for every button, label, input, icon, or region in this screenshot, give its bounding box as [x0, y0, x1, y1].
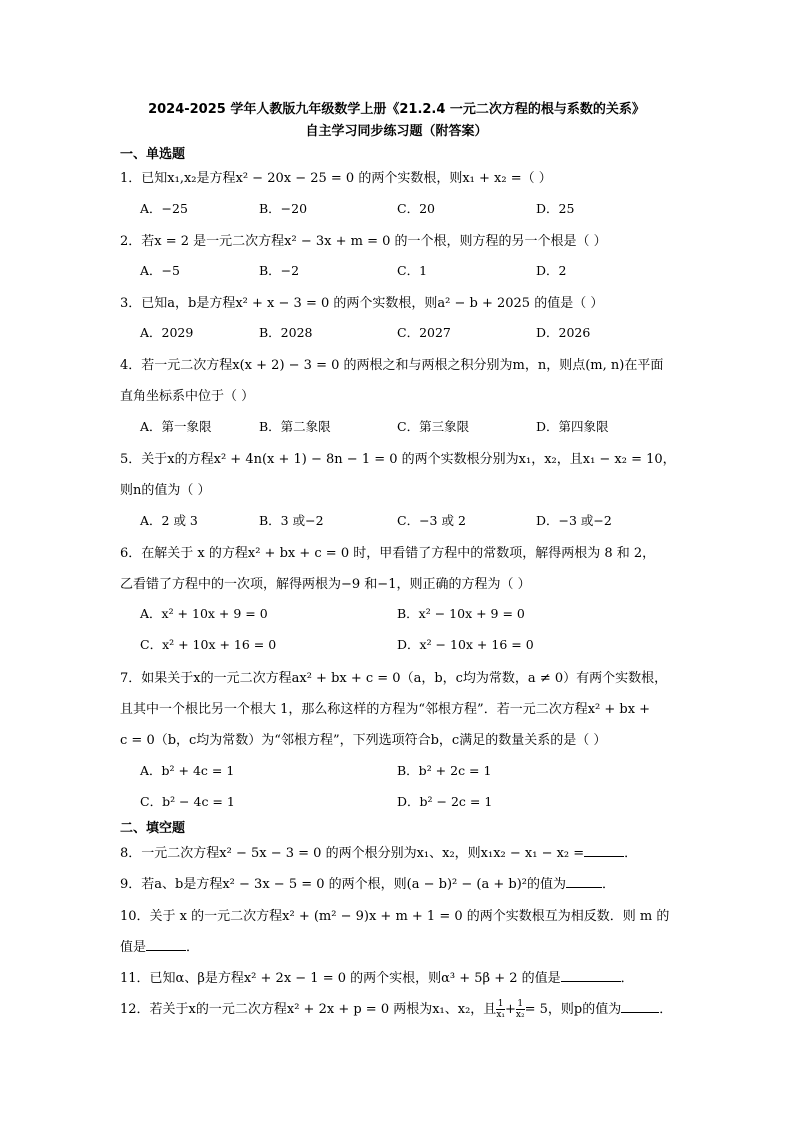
question-number: 12．: [120, 1002, 150, 1017]
question-2: [120, 230, 607, 249]
fraction-numerator: 1: [497, 999, 504, 1009]
question-number: 8．: [120, 846, 142, 861]
question-7-continued-2: c = 0（b，c均为常数）为“邻根方程”，下列选项符合b，c满足的数量关系的是（ ）: [120, 733, 607, 748]
period: ．: [601, 877, 615, 892]
question-3: [120, 292, 603, 311]
fraction-denominator: x₁: [496, 1010, 505, 1020]
question-text: 已知a，b是方程x² + x − 3 = 0 的两个实数根，则a² − b + 2025 的值是（ ）: [141, 296, 604, 311]
answer-blank[interactable]: [621, 1000, 659, 1013]
question-12: [120, 998, 672, 1020]
question-number: 4．: [120, 358, 142, 373]
fraction-numerator: 1: [517, 999, 524, 1009]
option-d: D．2: [536, 263, 567, 278]
question-8: [120, 842, 637, 861]
plus-sign: +: [505, 1002, 516, 1017]
option-b: B．3 或−2: [259, 513, 324, 528]
option-b: B．−2: [259, 263, 300, 278]
question-text: 若a、b是方程x² − 3x − 5 = 0 的两个根，则(a − b)² − (a + b)²的值为: [141, 877, 566, 892]
question-1: [120, 167, 552, 186]
option-b: B．b² + 2c = 1: [397, 763, 492, 778]
question-number: 11．: [120, 971, 150, 986]
question-text: 若关于x的一元二次方程x² + 2x + p = 0 两根为x₁、x₂，且: [149, 1002, 497, 1017]
answer-blank[interactable]: [561, 969, 621, 982]
question-text-after: = 5，则p的值为: [524, 1002, 622, 1017]
page-subtitle: 自主学习同步练习题（附答案）: [305, 124, 488, 139]
option-d: D．−3 或−2: [536, 513, 612, 528]
question-text: 已知x₁,x₂是方程x² − 20x − 25 = 0 的两个实数根，则x₁ + x₂ =（ ）: [141, 171, 552, 186]
question-5: [120, 448, 676, 467]
option-c: C．x² + 10x + 16 = 0: [140, 637, 277, 652]
option-a: A．2 或 3: [140, 513, 198, 528]
option-b: B．x² − 10x + 9 = 0: [397, 606, 525, 621]
question-number: 7．: [120, 671, 142, 686]
question-text: 如果关于x的一元二次方程ax² + bx + c = 0（a，b，c均为常数，a ≠ 0）有两个实数根，: [141, 671, 668, 686]
question-6: [120, 542, 655, 561]
question-number: 6．: [120, 546, 142, 561]
question-number: 3．: [120, 296, 142, 311]
question-6-continued: 乙看错了方程中的一次项，解得两根为−9 和−1，则正确的方程为（ ）: [120, 577, 531, 592]
question-11: [120, 967, 634, 986]
question-number: 2．: [120, 234, 142, 249]
option-d: D．2026: [536, 325, 591, 340]
answer-blank[interactable]: [146, 938, 186, 951]
question-number: 9．: [120, 877, 142, 892]
question-number: 1．: [120, 171, 142, 186]
option-c: C．2027: [397, 325, 451, 340]
option-c: C．第三象限: [397, 419, 470, 434]
period: ．: [624, 846, 638, 861]
question-text: 已知α、β是方程x² + 2x − 1 = 0 的两个实根，则α³ + 5β + 2 的值是: [149, 971, 561, 986]
option-a: A．2029: [140, 325, 194, 340]
question-10-continued: [120, 936, 199, 955]
question-text: 关于x的方程x² + 4n(x + 1) − 8n − 1 = 0 的两个实数根分别为x₁，x₂，且x₁ − x₂ = 10，: [141, 452, 676, 467]
question-text: 关于 x 的一元二次方程x² + (m² − 9)x + m + 1 = 0 的两个实数根互为相反数．则 m 的: [149, 909, 670, 924]
question-9: [120, 873, 615, 892]
question-text: 值是: [120, 940, 147, 955]
option-d: D．x² − 10x + 16 = 0: [397, 637, 534, 652]
question-4: [120, 354, 663, 373]
question-text: 一元二次方程x² − 5x − 3 = 0 的两个根分别为x₁、x₂，则x₁x₂ − x₁ − x₂ =: [141, 846, 585, 861]
answer-blank[interactable]: [566, 875, 602, 888]
section-heading-single-choice: 一、单选题: [120, 147, 186, 162]
question-4-continued: 直角坐标系中位于（ ）: [120, 389, 255, 404]
option-c: C．1: [397, 263, 428, 278]
question-10: [120, 905, 669, 924]
question-number: 5．: [120, 452, 142, 467]
option-c: C．20: [397, 201, 435, 216]
period: ．: [620, 971, 634, 986]
option-a: A．x² + 10x + 9 = 0: [140, 606, 268, 621]
page-title: 2024-2025 学年人教版九年级数学上册《21.2.4 一元二次方程的根与系数的关系》: [148, 102, 645, 117]
option-a: A．−25: [140, 201, 188, 216]
answer-blank[interactable]: [584, 844, 624, 857]
question-7-continued: 且其中一个根比另一个根大 1，那么称这样的方程为“邻根方程”．若一元二次方程x² + bx +: [120, 702, 651, 717]
period: ．: [186, 940, 200, 955]
fraction-1-over-x2: [516, 999, 525, 1020]
option-b: B．第二象限: [259, 419, 331, 434]
option-c: C．b² − 4c = 1: [140, 794, 235, 809]
option-c: C．−3 或 2: [397, 513, 466, 528]
question-text: 若一元二次方程x(x + 2) − 3 = 0 的两根之和与两根之积分别为m，n，则点(m, n)在平面: [141, 358, 664, 373]
option-a: A．−5: [140, 263, 180, 278]
question-7: [120, 667, 667, 686]
option-a: A．第一象限: [140, 419, 212, 434]
option-a: A．b² + 4c = 1: [140, 763, 235, 778]
option-d: D．第四象限: [536, 419, 609, 434]
question-5-continued: 则n的值为（ ）: [120, 483, 211, 498]
option-d: D．25: [536, 201, 575, 216]
section-heading-fill-in: 二、填空题: [120, 821, 186, 836]
question-text: 在解关于 x 的方程x² + bx + c = 0 时，甲看错了方程中的常数项，解得两根为 8 和 2，: [141, 546, 656, 561]
period: ．: [659, 1002, 673, 1017]
option-b: B．2028: [259, 325, 313, 340]
option-d: D．b² − 2c = 1: [397, 794, 493, 809]
fraction-1-over-x1: [496, 999, 505, 1020]
option-b: B．−20: [259, 201, 308, 216]
question-number: 10．: [120, 909, 150, 924]
fraction-denominator: x₂: [515, 1010, 525, 1020]
question-text: 若x = 2 是一元二次方程x² − 3x + m = 0 的一个根，则方程的另一个根是（ ）: [141, 234, 607, 249]
